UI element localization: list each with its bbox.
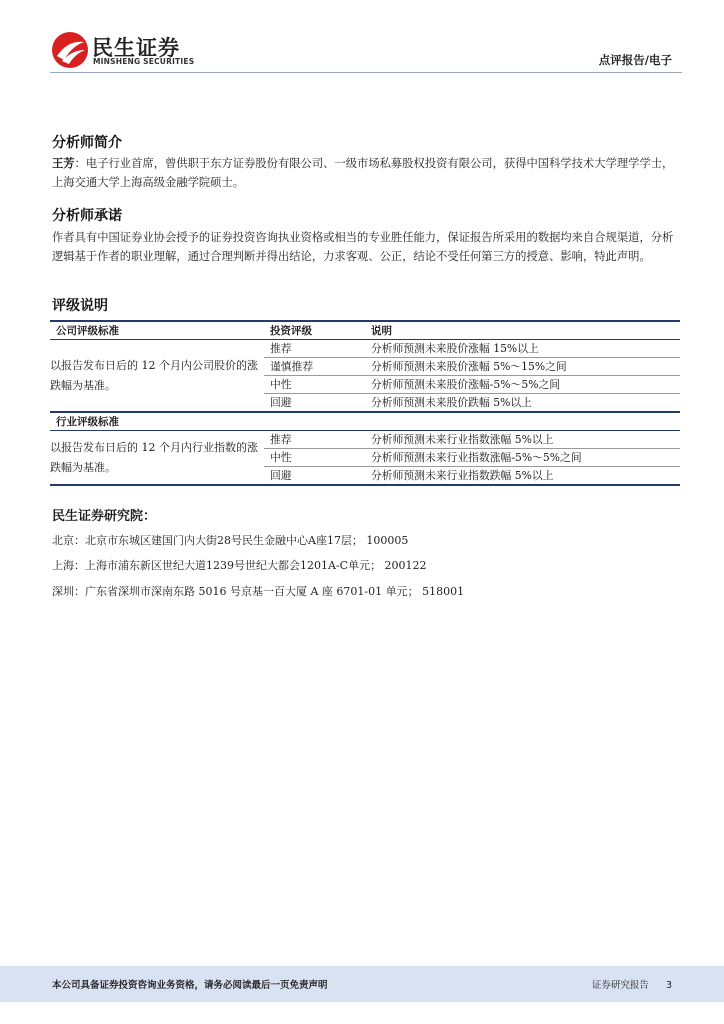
company-standard-header: 公司评级标准 — [50, 321, 264, 340]
rating-column-header: 投资评级 — [264, 321, 365, 340]
rating-cell: 回避 — [264, 394, 365, 413]
brand-name-en: MINSHENG SECURITIES — [93, 57, 195, 66]
analyst-intro-title: 分析师简介 — [52, 135, 122, 151]
description-column-header: 说明 — [365, 321, 680, 340]
analyst-commitment-title: 分析师承诺 — [52, 208, 122, 224]
description-cell: 分析师预测未来行业指数涨幅 5%以上 — [371, 433, 554, 446]
beijing-address: 北京：北京市东城区建国门内大街28号民生金融中心A座17层； 100005 — [52, 534, 409, 547]
description-cell: 分析师预测未来股价涨幅 5%～15%之间 — [365, 358, 680, 376]
description-cell: 分析师预测未来股价涨幅-5%～5%之间 — [365, 376, 680, 394]
shanghai-address: 上海：上海市浦东新区世纪大道1239号世纪大都会1201A-C单元； 200122 — [52, 559, 427, 572]
company-standard-lead: 以报告发布日后的 12 个月内公司股价的涨跌幅为基准。 — [50, 358, 258, 392]
analyst-bio — [52, 154, 676, 192]
analyst-commitment-text: 作者具有中国证券业协会授予的证券投资咨询执业资格或相当的专业胜任能力，保证报告所采用的数据均来自合规渠道，分析逻辑基于作者的职业理解，通过合理判断并得出结论，力求客观、公正，结论不受任何第三方的授意、影响，特此声明。 — [52, 231, 674, 263]
industry-standard-lead: 以报告发布日后的 12 个月内行业指数的涨跌幅为基准。 — [50, 431, 264, 486]
description-cell: 分析师预测未来股价涨幅 15%以上 — [371, 342, 539, 355]
table-row — [50, 431, 680, 449]
page-number: 3 — [665, 980, 672, 991]
analyst-name: 王芳 — [52, 157, 75, 170]
header-divider — [50, 72, 682, 73]
analyst-bio-text: ：电子行业首席，曾供职于东方证券股份有限公司、一级市场私募股权投资有限公司，获得中国科学技术大学理学学士，上海交通大学上海高级金融学院硕士。 — [52, 157, 674, 189]
page-footer — [0, 966, 724, 1002]
page-header — [0, 0, 724, 80]
institute-title: 民生证券研究院： — [52, 509, 157, 524]
rating-cell: 中性 — [264, 449, 365, 467]
industry-standard-header: 行业评级标准 — [50, 412, 680, 431]
footer-disclaimer: 本公司具备证券投资咨询业务资格，请务必阅读最后一页免责声明 — [52, 980, 328, 991]
description-cell: 分析师预测未来行业指数涨幅-5%～5%之间 — [365, 449, 680, 467]
brand-name: 民生证券 — [92, 36, 180, 60]
company-header-row — [50, 321, 680, 340]
rating-table — [50, 320, 680, 486]
table-row — [50, 340, 680, 358]
industry-header-row — [50, 412, 680, 431]
rating-cell: 回避 — [264, 467, 365, 486]
rating-cell: 推荐 — [270, 433, 292, 446]
rating-cell: 推荐 — [270, 342, 292, 355]
minsheng-logo-icon — [50, 30, 90, 70]
rating-cell: 谨慎推荐 — [264, 358, 365, 376]
footer-doc-type: 证券研究报告 — [591, 980, 649, 991]
description-cell: 分析师预测未来股价跌幅 5%以上 — [365, 394, 680, 413]
footer-right — [592, 977, 672, 991]
shenzhen-address: 深圳：广东省深圳市深南东路 5016 号京基一百大厦 A 座 6701-01 单元； 518001 — [52, 585, 465, 598]
rating-cell: 中性 — [264, 376, 365, 394]
description-cell: 分析师预测未来行业指数跌幅 5%以上 — [365, 467, 680, 486]
rating-title: 评级说明 — [52, 298, 108, 314]
report-type: 点评报告/电子 — [598, 53, 672, 67]
